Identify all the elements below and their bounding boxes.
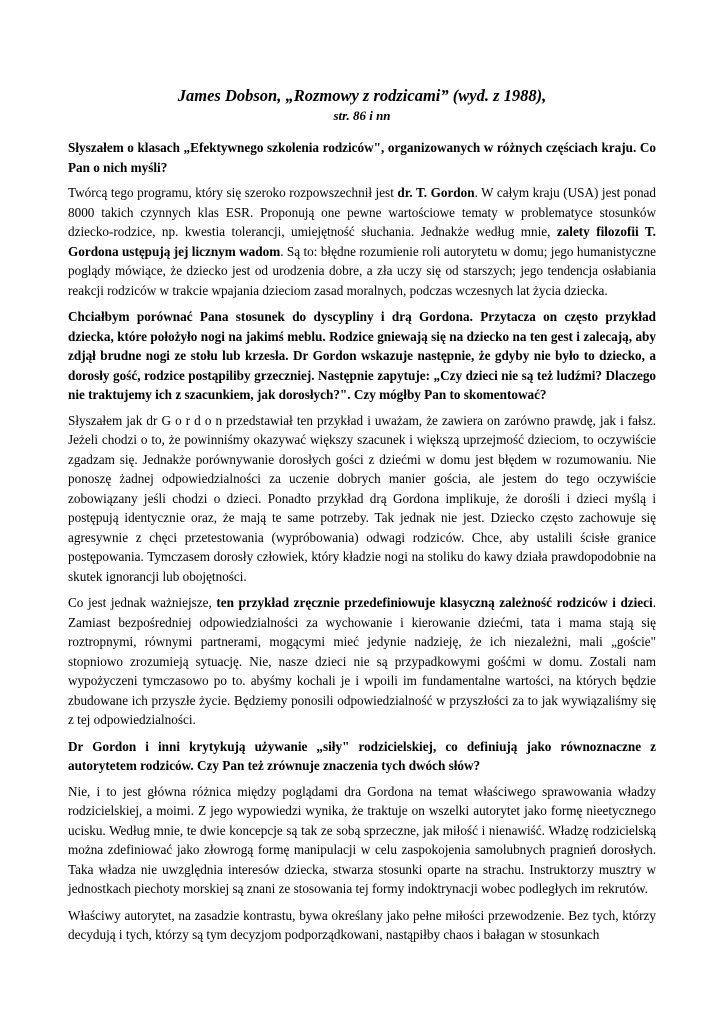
question-1-text: Słyszałem o klasach „Efektywnego szkolenia rodziców", organizowanych w różnych częściach kraju. Co Pan o nich myśli? — [68, 140, 656, 175]
answer-3-bold-1: ten przykład zręcznie przedefiniowuje klasyczną zależność rodziców i dzieci — [216, 595, 653, 610]
document-title: James Dobson, „Rozmowy z rodzicami” (wyd. z 1988), — [177, 86, 547, 105]
answer-4: Nie, i to jest główna różnica między poglądami dra Gordona na temat właściwego sprawowania władzy rodzicielskiej, a moimi. Z jego wypowiedzi wynika, że traktuje on wszelki autorytet jako formę nieetycznego ucisku. Według mnie, te dwie koncepcje są tak ze sobą sprzeczne, jak miłość i nienawiść. Władzę rodzicielską można zdefiniować jako złowrogą formę manipulacji w celu zaspokojenia samolubnych pragnień dorosłych. Taka władza nie uwzględnia interesów dziecka, stwarza stosunki oparte na strachu. Instruktorzy musztry w jednostkach piechoty morskiej są znani ze stosowania tej formy indoktrynacji wobec podległych im rekrutów. — [68, 783, 656, 896]
answer-3 — [68, 593, 656, 730]
answer-3-text-2: . Zamiast bezpośredniej odpowiedzialności za wychowanie i kierowanie dziećmi, tata i mama stają się roztropnymi, równymi partnerami, mogącymi mieć jedynie nadzieję, że ich niezależni, mali „goście" stopniowo zrozumieją sytuację. Nie, nasze dzieci nie są przypadkowymi gośćmi w domu. Zostali nam wypożyczeni tymczasowo po to. abyśmy kochali je i wpoili im fundamentalne wartości, na których będzie zbudowane ich przyszłe życie. Będziemy ponosili odpowiedzialność w przyszłości za to jak wywiązaliśmy się z tej odpowiedzialności. — [68, 595, 656, 727]
answer-1 — [68, 183, 656, 300]
question-2-text: Chciałbym porównać Pana stosunek do dyscypliny i drą Gordona. Przytacza on często przykład dziecka, które położyło nogi na jakimś meblu. Rodzice gniewają się na dziecko na ten gest i zalecają, aby zdjął brudne nogi ze stołu lub krzesła. Dr Gordon wskazuje następnie, że gdyby nie było to dziecko, a dorosły gość, rodzice postąpiliby grzeczniej. Następnie zapytuje: „Czy dzieci nie są też ludźmi? Dlaczego nie traktujemy ich z szacunkiem, jak dorosłych?". Czy mógłby Pan to skomentować? — [68, 309, 656, 402]
document-body — [68, 138, 656, 952]
page-reference: str. 86 i nn — [333, 108, 391, 123]
answer-1-text-3: . Są to: błędne rozumienie roli autorytetu w domu; jego humanistyczne poglądy mówiące, że dziecko jest od urodzenia dobre, a zła uczy się od starszych; jego tendencja osłabiania reakcji rodziców w trakcie wpajania dzieciom zasad moralnych, podczas wczesnych lat życia dziecka. — [68, 243, 656, 298]
answer-1-bold-2: zalety filozofii T. Gordona ustępują jej licznym wadom — [68, 224, 656, 259]
question-2 — [68, 307, 656, 405]
question-3 — [68, 737, 656, 776]
answer-1-text-2: . W całym kraju (USA) jest ponad 8000 takich czynnych klas ESR. Proponują one pewne wartościowe tematy w problematyce stosunków dziecko-rodzice, np. kwestia tolerancji, umiejętność słuchania. Jednakże według mnie, — [68, 185, 656, 239]
question-3-text: Dr Gordon i inni krytykują używanie „siły" rodzicielskiej, co definiują jako równoznaczne z autorytetem rodziców. Czy Pan też zrównuje znaczenia tych dwóch słów? — [68, 738, 656, 773]
answer-1-text-1: Twórcą tego programu, który się szeroko rozpowszechnił jest — [68, 185, 398, 200]
question-1 — [68, 138, 656, 177]
answer-3-text-1: Co jest jednak ważniejsze, — [68, 595, 217, 610]
answer-2: Słyszałem jak dr G o r d o n przedstawiał ten przykład i uważam, że zawiera on zarówno prawdę, jak i fałsz. Jeżeli chodzi o to, że powinniśmy okazywać większy szacunek i większą uprzejmość dzieciom, to oczywiście zgadzam się. Jednakże porównywanie dorosłych gości z dziećmi w domu jest błędem w rozumowaniu. Nie ponoszę żadnej odpowiedzialności za uczenie dobrych manier gościa, ale jestem do tego oczywiście zobowiązany jeśli chodzi o dzieci. Ponadto przykład drą Gordona implikuje, że dorośli i dzieci myślą i postępują identycznie oraz, że mają te same potrzeby. Tak jednak nie jest. Dziecko często zachowuje się agresywnie z chęci przetestowania (wypróbowania) odwagi rodziców. Chce, aby ustalili ścisłe granice postępowania. Tymczasem dorosły człowiek, który kładzie nogi na stoliku do kawy działa prawdopodobnie na skutek ignorancji lub obojętności. — [68, 412, 656, 584]
answer-1-bold-1: dr. T. Gordon — [397, 185, 475, 200]
answer-5: Właściwy autorytet, na zasadzie kontrastu, bywa określany jako pełne miłości przewodzenie. Bez tych, którzy decydują i tych, którzy są tym decyzjom podporządkowani, nastąpiłby chaos i bałagan w stosunkach — [68, 907, 656, 942]
